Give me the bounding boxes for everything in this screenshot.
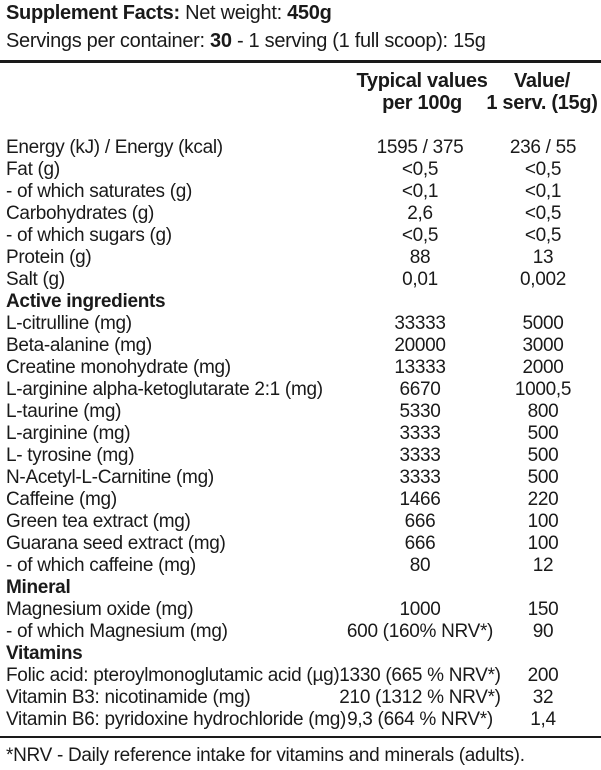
table-row: [0, 401, 601, 423]
value-per-100g: <0,1: [401, 181, 439, 202]
nutrient-label: Beta-alanine (mg): [6, 335, 152, 356]
value-per-100g: 2,6: [407, 203, 433, 224]
table-row: [0, 621, 601, 643]
value-per-serving: 12: [532, 555, 554, 576]
table-row: [0, 533, 601, 555]
nutrient-label: L- tyrosine (mg): [6, 445, 135, 466]
nutrient-label: Fat (g): [6, 159, 60, 180]
nutrient-label: - of which sugars (g): [6, 225, 172, 246]
value-per-100g: 6670: [399, 379, 441, 400]
serving-description: - 1 serving (1 full scoop): 15g: [231, 30, 486, 52]
value-per-100g: 88: [409, 247, 431, 268]
section-heading-row: [0, 643, 601, 665]
nutrient-label: Green tea extract (mg): [6, 511, 191, 532]
table-row: [0, 379, 601, 401]
column-header-per-serving: [482, 70, 601, 114]
section-heading-row: [0, 577, 601, 599]
section-heading: Vitamins: [6, 643, 83, 664]
value-per-serving: 0,002: [519, 269, 567, 290]
label-title-line: [6, 2, 331, 25]
column-header-per-100g-line1: Typical values: [356, 70, 488, 92]
value-per-100g: 13333: [394, 357, 446, 378]
value-per-serving: 32: [532, 687, 554, 708]
value-per-serving: 100: [527, 511, 559, 532]
value-per-serving: 500: [527, 467, 559, 488]
table-row: [0, 203, 601, 225]
nutrient-label: Salt (g): [6, 269, 65, 290]
value-per-serving: 800: [527, 401, 559, 422]
nutrient-label: Energy (kJ) / Energy (kcal): [6, 137, 223, 158]
table-row: [0, 423, 601, 445]
value-per-serving: 220: [527, 489, 559, 510]
net-weight-value: 450g: [287, 2, 332, 24]
value-per-serving: 90: [532, 621, 554, 642]
servings-line: [6, 30, 486, 53]
nrv-footnote: *NRV - Daily reference intake for vitamins and minerals (adults).: [6, 745, 525, 766]
value-per-100g: 210 (1312 % NRV*): [339, 687, 501, 708]
value-per-serving: 100: [527, 533, 559, 554]
table-row: [0, 159, 601, 181]
table-row: [0, 489, 601, 511]
column-header-per-100g-line2: per 100g: [382, 92, 462, 114]
value-per-100g: 80: [409, 555, 431, 576]
footer-divider: [0, 736, 601, 738]
value-per-serving: <0,5: [524, 159, 562, 180]
section-heading: Mineral: [6, 577, 71, 598]
header-divider: [0, 60, 601, 63]
nutrition-table: [0, 137, 601, 731]
nutrient-label: Vitamin B3: nicotinamide (mg): [6, 687, 251, 708]
value-per-serving: <0,5: [524, 225, 562, 246]
nutrient-label: - of which caffeine (mg): [6, 555, 196, 576]
value-per-100g: 1466: [399, 489, 441, 510]
value-per-100g: 33333: [394, 313, 446, 334]
value-per-serving: 13: [532, 247, 554, 268]
table-row: [0, 269, 601, 291]
table-row: [0, 137, 601, 159]
nutrient-label: L-arginine (mg): [6, 423, 131, 444]
servings-label: Servings per container:: [6, 30, 211, 52]
value-per-100g: 1595 / 375: [376, 137, 464, 158]
value-per-serving: 236 / 55: [509, 137, 577, 158]
supplement-facts-heading: Supplement Facts:: [6, 2, 180, 24]
column-header-per-serving-line1: Value/: [513, 70, 570, 92]
table-row: [0, 313, 601, 335]
value-per-100g: 666: [404, 511, 436, 532]
value-per-100g: 3333: [399, 467, 441, 488]
table-row: [0, 687, 601, 709]
net-weight-label: Net weight:: [179, 2, 288, 24]
section-heading: Active ingredients: [6, 291, 166, 312]
value-per-100g: <0,5: [401, 225, 439, 246]
value-per-100g: 0,01: [402, 269, 438, 290]
servings-value: 30: [210, 30, 232, 52]
value-per-serving: 150: [527, 599, 559, 620]
value-per-100g: 3333: [399, 445, 441, 466]
table-row: [0, 599, 601, 621]
value-per-serving: 3000: [522, 335, 564, 356]
value-per-100g: 9,3 (664 % NRV*): [347, 709, 493, 730]
nutrient-label: Creatine monohydrate (mg): [6, 357, 231, 378]
table-row: [0, 467, 601, 489]
value-per-serving: <0,5: [524, 203, 562, 224]
nutrient-label: L-taurine (mg): [6, 401, 122, 422]
nutrient-label: Caffeine (mg): [6, 489, 117, 510]
nutrient-label: Vitamin B6: pyridoxine hydrochloride (mg): [6, 709, 347, 730]
table-row: [0, 665, 601, 687]
value-per-serving: 500: [527, 445, 559, 466]
table-row: [0, 335, 601, 357]
nutrient-label: - of which Magnesium (mg): [6, 621, 228, 642]
nutrient-label: Magnesium oxide (mg): [6, 599, 194, 620]
table-row: [0, 225, 601, 247]
table-row: [0, 247, 601, 269]
value-per-serving: 1,4: [530, 709, 556, 730]
table-row: [0, 555, 601, 577]
nutrient-label: Folic acid: pteroylmonoglutamic acid (µg): [6, 665, 340, 686]
nutrient-label: Protein (g): [6, 247, 92, 268]
value-per-100g: 5330: [399, 401, 441, 422]
nutrient-label: L-arginine alpha-ketoglutarate 2:1 (mg): [6, 379, 323, 400]
value-per-serving: 1000,5: [514, 379, 572, 400]
value-per-100g: 1000: [399, 599, 441, 620]
column-header-per-serving-line2: 1 serv. (15g): [486, 92, 598, 114]
table-row: [0, 357, 601, 379]
value-per-serving: 500: [527, 423, 559, 444]
value-per-serving: 2000: [522, 357, 564, 378]
value-per-100g: 20000: [394, 335, 446, 356]
value-per-100g: 3333: [399, 423, 441, 444]
nutrient-label: Guarana seed extract (mg): [6, 533, 226, 554]
table-row: [0, 511, 601, 533]
value-per-serving: 200: [527, 665, 559, 686]
value-per-100g: 666: [404, 533, 436, 554]
value-per-100g: 1330 (665 % NRV*): [339, 665, 501, 686]
nutrient-label: L-citrulline (mg): [6, 313, 132, 334]
value-per-serving: <0,1: [524, 181, 562, 202]
value-per-100g: <0,5: [401, 159, 439, 180]
table-row: [0, 181, 601, 203]
nutrient-label: - of which saturates (g): [6, 181, 193, 202]
value-per-serving: 5000: [522, 313, 564, 334]
value-per-100g: 600 (160% NRV*): [346, 621, 494, 642]
column-header-per-100g: [352, 70, 492, 114]
nutrient-label: N-Acetyl-L-Carnitine (mg): [6, 467, 214, 488]
section-heading-row: [0, 291, 601, 313]
table-row: [0, 709, 601, 731]
table-row: [0, 445, 601, 467]
nutrient-label: Carbohydrates (g): [6, 203, 155, 224]
